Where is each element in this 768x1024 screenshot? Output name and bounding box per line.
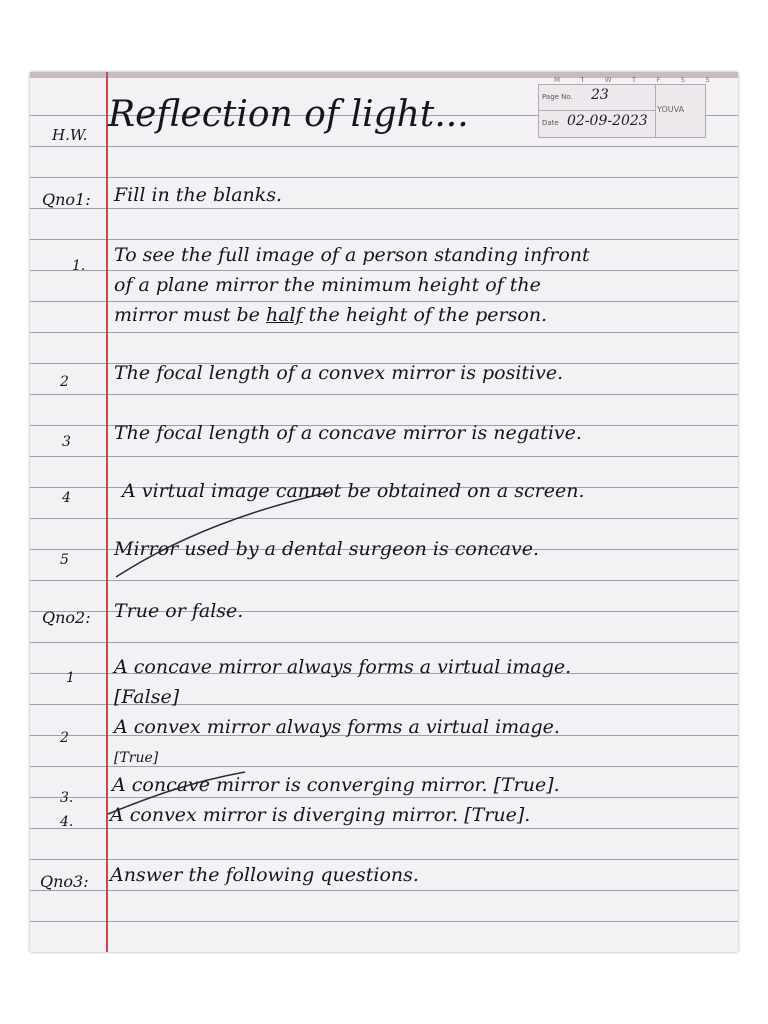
q2-item-4-text: A convex mirror is diverging mirror. [True]. bbox=[110, 804, 531, 826]
q1-item-5-text: Mirror used by a dental surgeon is concave. bbox=[114, 538, 540, 560]
q2-item-3-text: A concave mirror is converging mirror. [True]. bbox=[112, 774, 560, 796]
question-1-heading: Fill in the blanks. bbox=[114, 184, 283, 206]
q2-item-2-number: 2 bbox=[60, 730, 69, 746]
page-no-label: Page No. bbox=[542, 93, 573, 101]
q1-item-1-number: 1. bbox=[72, 258, 86, 274]
q2-item-1-text: A concave mirror always forms a virtual image. bbox=[114, 656, 572, 678]
question-3-heading: Answer the following questions. bbox=[110, 864, 419, 886]
q2-item-3-number: 3. bbox=[60, 790, 74, 806]
q1-item-1-post: the height of the person. bbox=[302, 304, 548, 326]
question-3-label: Qno3: bbox=[40, 872, 89, 891]
date-value: 02-09-2023 bbox=[567, 113, 648, 129]
homework-prefix: H.W. bbox=[52, 126, 88, 144]
q2-item-1-answer: [False] bbox=[114, 686, 180, 708]
q1-item-1-line-2: of a plane mirror the minimum height of the bbox=[114, 274, 541, 296]
q1-item-1-answer: half bbox=[265, 304, 303, 326]
date-label: Date bbox=[542, 119, 559, 127]
q1-item-3-text: The focal length of a concave mirror is negative. bbox=[114, 422, 582, 444]
q2-item-4-number: 4. bbox=[60, 814, 74, 830]
q1-item-2-text: The focal length of a convex mirror is positive. bbox=[114, 362, 564, 384]
brand-label: YOUVA bbox=[657, 105, 685, 114]
question-2-label: Qno2: bbox=[42, 608, 91, 627]
q1-item-5-number: 5 bbox=[60, 552, 69, 568]
q1-item-3-number: 3 bbox=[62, 434, 71, 450]
weekday-row: M T W T F S S bbox=[554, 76, 719, 84]
q1-item-4-text: A virtual image cannot be obtained on a screen. bbox=[122, 480, 585, 502]
question-1-label: Qno1: bbox=[42, 190, 91, 209]
q2-item-1-number: 1 bbox=[66, 670, 75, 686]
question-2-heading: True or false. bbox=[114, 600, 244, 622]
notebook-page bbox=[30, 72, 738, 952]
page-no-value: 23 bbox=[591, 87, 609, 103]
q2-item-2-text: A convex mirror always forms a virtual image. bbox=[114, 716, 560, 738]
q1-item-4-number: 4 bbox=[62, 490, 71, 506]
stray-pen-line-1 bbox=[116, 492, 330, 577]
stray-pen-line-2 bbox=[108, 772, 245, 814]
q1-item-1-line-1: To see the full image of a person standing infront bbox=[114, 244, 590, 266]
q1-item-2-number: 2 bbox=[60, 374, 69, 390]
q1-item-1-pre: mirror must be bbox=[114, 304, 266, 326]
q2-item-2-answer: [True] bbox=[114, 750, 159, 766]
page-title: Reflection of light... bbox=[108, 94, 469, 135]
pen-stroke-marks bbox=[30, 72, 738, 952]
